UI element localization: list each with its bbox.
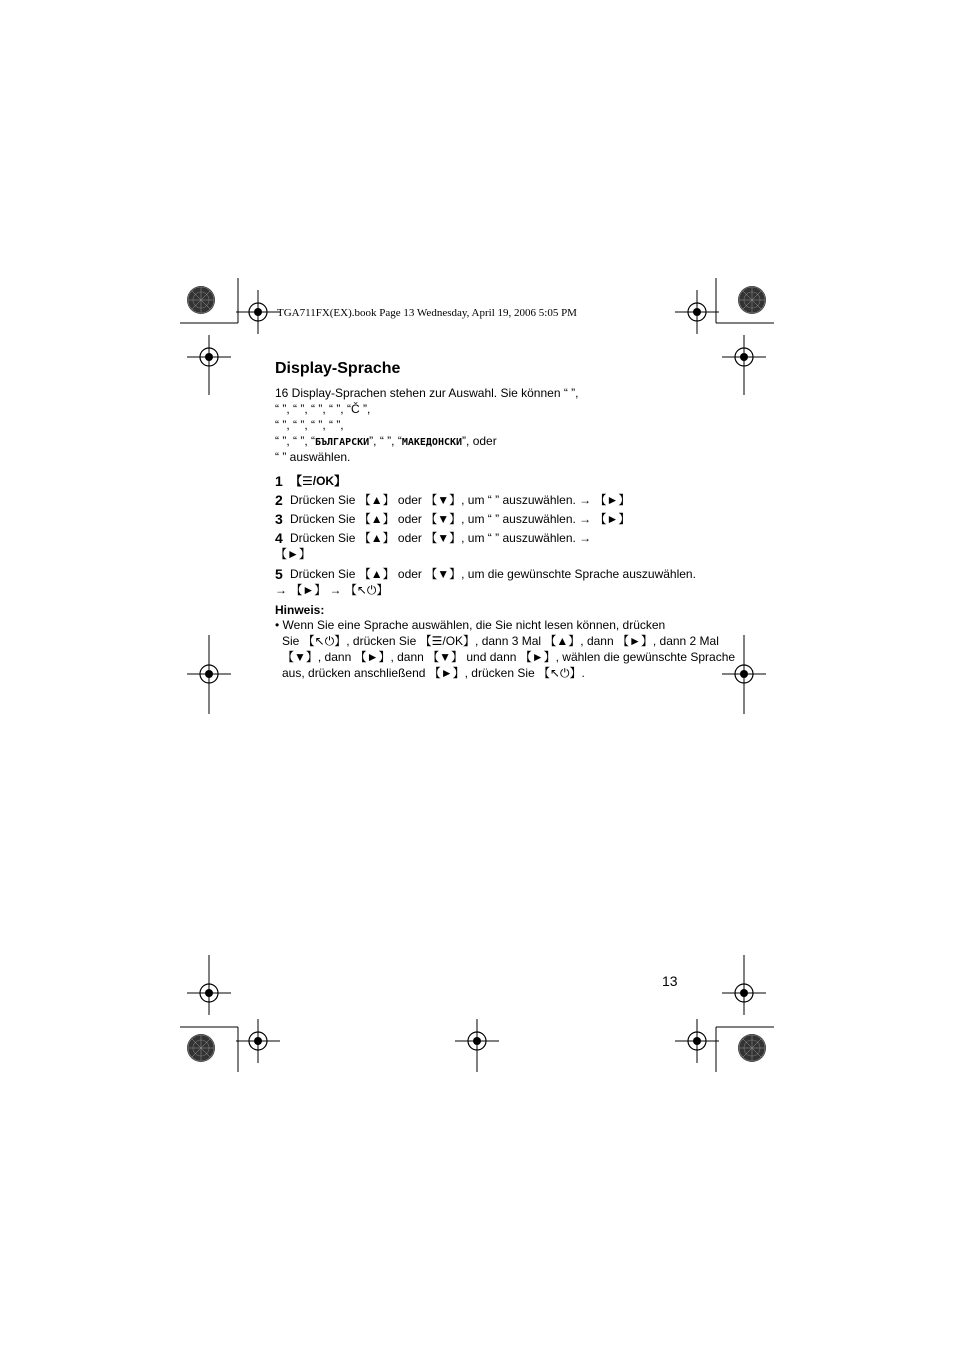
language-bulgarian: БЪЛГАРСКИ bbox=[314, 437, 370, 448]
note-line-2: Sie 【↖⏻】, drücken Sie 【☰/OK】, dann 3 Mal 【▲】, dann 【►】, dann 2 Mal bbox=[282, 634, 719, 648]
star-mark-top-right bbox=[738, 286, 766, 314]
step-2-text: Drücken Sie 【▲】 oder 【▼】, um “ ” auszuwählen. → 【►】 bbox=[290, 493, 631, 507]
intro-line-2: “ ”, “ ”, “ ”, “ ”, “Č ”, bbox=[275, 402, 371, 416]
step-3-text: Drücken Sie 【▲】 oder 【▼】, um “ ” auszuwählen. → 【►】 bbox=[290, 512, 631, 526]
step-4-number: 4 bbox=[275, 530, 283, 546]
note-line-1: • Wenn Sie eine Sprache auswählen, die Sie nicht lesen können, drücken bbox=[275, 618, 666, 632]
step-5-text: Drücken Sie 【▲】 oder 【▼】, um die gewünschte Sprache auszuwählen. bbox=[290, 567, 696, 581]
star-mark-bottom-left bbox=[187, 1034, 215, 1062]
star-mark-bottom-right bbox=[738, 1034, 766, 1062]
intro-line-4 bbox=[275, 434, 497, 450]
intro-line-1: 16 Display-Sprachen stehen zur Auswahl. Sie können “ ”, bbox=[275, 386, 579, 400]
step-4-text: Drücken Sie 【▲】 oder 【▼】, um “ ” auszuwählen. → bbox=[290, 531, 592, 545]
intro-line-3: “ ”, “ ”, “ ”, “ ”, bbox=[275, 418, 344, 432]
page-number: 13 bbox=[662, 973, 678, 989]
step-4-continuation: 【►】 bbox=[275, 547, 311, 561]
step-1-number: 1 bbox=[275, 473, 283, 489]
star-mark-top-left bbox=[187, 286, 215, 314]
step-5-number: 5 bbox=[275, 566, 283, 582]
intro-line-4-part-a: “ ”, “ ”, “ bbox=[275, 434, 315, 448]
step-1-text: 【☰/OK】 bbox=[290, 474, 347, 488]
intro-line-5: “ ” auswählen. bbox=[275, 450, 351, 464]
print-info-header: TGA711FX(EX).book Page 13 Wednesday, April 19, 2006 5:05 PM bbox=[277, 307, 577, 319]
note-heading: Hinweis: bbox=[275, 603, 325, 617]
intro-line-4-part-b: ”, “ ”, “ bbox=[369, 434, 402, 448]
step-5-continuation: → 【►】 → 【↖⏻】 bbox=[275, 583, 389, 597]
section-title: Display-Sprache bbox=[275, 360, 401, 377]
note-line-3: 【▼】, dann 【►】, dann 【▼】 und dann 【►】, wählen die gewünschte Sprache bbox=[282, 650, 736, 664]
step-2-number: 2 bbox=[275, 492, 283, 508]
language-macedonian: МАКЕДОНСКИ bbox=[401, 437, 463, 448]
note-line-4: aus, drücken anschließend 【►】, drücken Sie 【↖⏻】. bbox=[282, 666, 585, 680]
intro-line-4-part-c: ”, oder bbox=[462, 434, 497, 448]
step-3-number: 3 bbox=[275, 511, 283, 527]
